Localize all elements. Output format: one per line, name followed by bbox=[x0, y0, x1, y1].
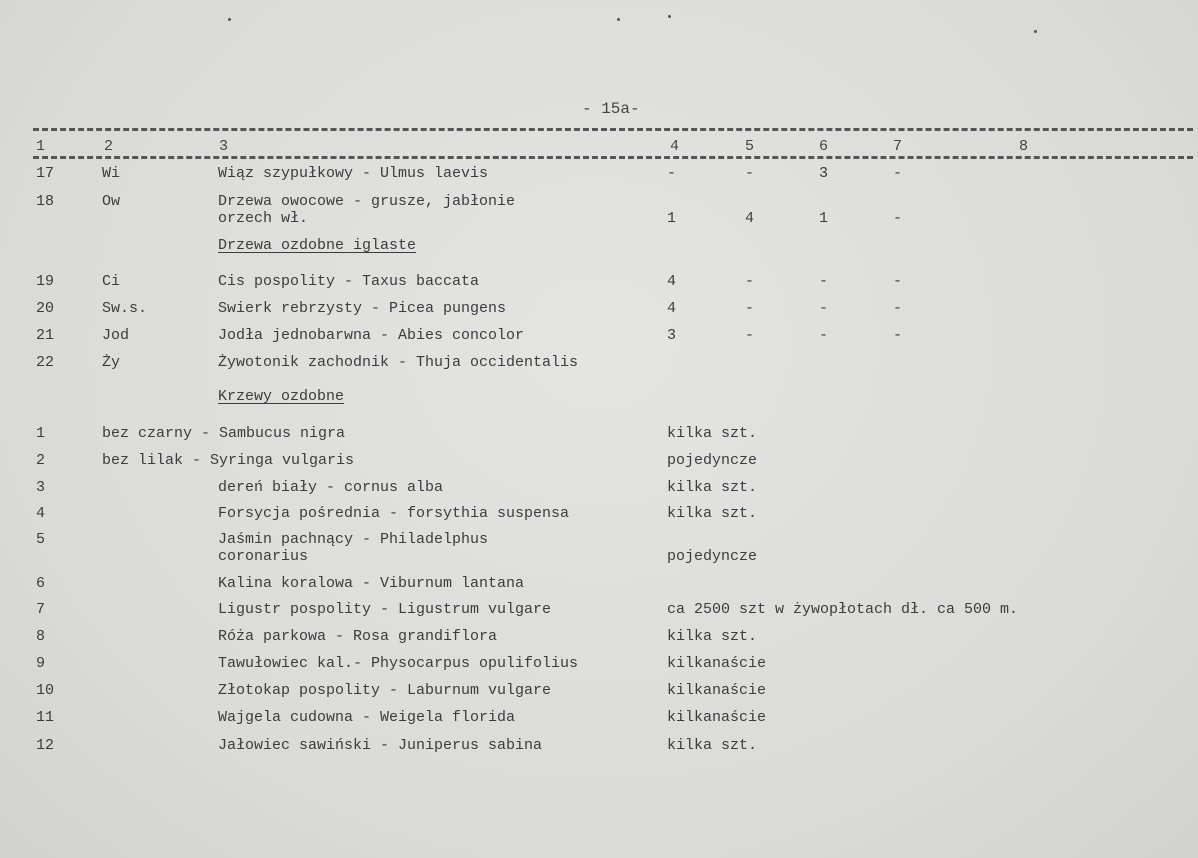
page-number: - 15a- bbox=[582, 100, 640, 118]
section-heading-conifers: Drzewa ozdobne iglaste bbox=[218, 237, 417, 254]
species-code: Sw.s. bbox=[102, 300, 148, 317]
column-number-1: 1 bbox=[36, 138, 46, 155]
table-top-rule bbox=[33, 128, 1193, 131]
row-number: 22 bbox=[36, 354, 55, 371]
column-5-value: - bbox=[745, 273, 755, 290]
row-number: 12 bbox=[36, 737, 55, 754]
column-number-6: 6 bbox=[819, 138, 829, 155]
column-5-value: 4 bbox=[745, 210, 755, 227]
column-7-value: - bbox=[893, 165, 903, 182]
row-number: 11 bbox=[36, 709, 55, 726]
row-number: 6 bbox=[36, 575, 46, 592]
paper-speck bbox=[228, 18, 231, 21]
column-6-value: - bbox=[819, 273, 829, 290]
header-rule bbox=[33, 156, 1193, 159]
column-4-value: - bbox=[667, 165, 677, 182]
column-4-value: 4 bbox=[667, 273, 677, 290]
column-7-value: - bbox=[893, 300, 903, 317]
paper-speck bbox=[668, 15, 671, 18]
paper-speck bbox=[1034, 30, 1037, 33]
species-name: Jodła jednobarwna - Abies concolor bbox=[218, 327, 525, 344]
species-name: Forsycja pośrednia - forsythia suspensa bbox=[218, 505, 570, 522]
quantity: kilka szt. bbox=[667, 737, 758, 754]
species-name: bez czarny - Sambucus nigra bbox=[102, 425, 346, 442]
quantity: kilkanaście bbox=[667, 682, 767, 699]
row-number: 7 bbox=[36, 601, 46, 618]
quantity: kilka szt. bbox=[667, 628, 758, 645]
row-number: 19 bbox=[36, 273, 55, 290]
species-name: Złotokap pospolity - Laburnum vulgare bbox=[218, 682, 552, 699]
species-code: Jod bbox=[102, 327, 130, 344]
species-name: Cis pospolity - Taxus baccata bbox=[218, 273, 480, 290]
column-7-value: - bbox=[893, 210, 903, 227]
species-name: Drzewa owocowe - grusze, jabłonie orzech wł. bbox=[218, 193, 516, 227]
species-name: Jałowiec sawiński - Juniperus sabina bbox=[218, 737, 543, 754]
species-name: Ligustr pospolity - Ligustrum vulgare bbox=[218, 601, 552, 618]
column-6-value: 1 bbox=[819, 210, 829, 227]
quantity: kilka szt. bbox=[667, 505, 758, 522]
quantity: kilka szt. bbox=[667, 425, 758, 442]
row-number: 8 bbox=[36, 628, 46, 645]
column-5-value: - bbox=[745, 165, 755, 182]
column-number-7: 7 bbox=[893, 138, 903, 155]
row-number: 10 bbox=[36, 682, 55, 699]
column-number-5: 5 bbox=[745, 138, 755, 155]
column-6-value: - bbox=[819, 327, 829, 344]
paper-speck bbox=[617, 18, 620, 21]
species-code: Wi bbox=[102, 165, 121, 182]
row-number: 21 bbox=[36, 327, 55, 344]
row-number: 18 bbox=[36, 193, 55, 210]
column-number-8: 8 bbox=[1019, 138, 1029, 155]
column-7-value: - bbox=[893, 327, 903, 344]
row-number: 3 bbox=[36, 479, 46, 496]
species-name: Kalina koralowa - Viburnum lantana bbox=[218, 575, 525, 592]
column-number-4: 4 bbox=[670, 138, 680, 155]
row-number: 20 bbox=[36, 300, 55, 317]
row-number: 17 bbox=[36, 165, 55, 182]
species-name: Tawułowiec kal.- Physocarpus opulifolius bbox=[218, 655, 579, 672]
quantity: pojedyncze bbox=[667, 452, 758, 469]
row-number: 1 bbox=[36, 425, 46, 442]
species-code: Ży bbox=[102, 354, 121, 371]
column-4-value: 4 bbox=[667, 300, 677, 317]
column-7-value: - bbox=[893, 273, 903, 290]
species-name: dereń biały - cornus alba bbox=[218, 479, 444, 496]
row-number: 4 bbox=[36, 505, 46, 522]
row-number: 2 bbox=[36, 452, 46, 469]
species-name: Wiąz szypułkowy - Ulmus laevis bbox=[218, 165, 489, 182]
column-4-value: 3 bbox=[667, 327, 677, 344]
species-code: Ow bbox=[102, 193, 121, 210]
species-code: Ci bbox=[102, 273, 121, 290]
row-number: 9 bbox=[36, 655, 46, 672]
quantity: kilkanaście bbox=[667, 655, 767, 672]
column-4-value: 1 bbox=[667, 210, 677, 227]
quantity: ca 2500 szt w żywopłotach dł. ca 500 m. bbox=[667, 601, 1019, 618]
species-name: Żywotonik zachodnik - Thuja occidentalis bbox=[218, 354, 579, 371]
quantity: pojedyncze bbox=[667, 548, 758, 565]
species-name: bez lilak - Syringa vulgaris bbox=[102, 452, 355, 469]
column-5-value: - bbox=[745, 300, 755, 317]
species-name: Jaśmin pachnący - Philadelphus coronarius bbox=[218, 531, 489, 565]
column-5-value: - bbox=[745, 327, 755, 344]
species-name: Wajgela cudowna - Weigela florida bbox=[218, 709, 516, 726]
quantity: kilkanaście bbox=[667, 709, 767, 726]
row-number: 5 bbox=[36, 531, 46, 548]
quantity: kilka szt. bbox=[667, 479, 758, 496]
column-6-value: - bbox=[819, 300, 829, 317]
column-number-2: 2 bbox=[104, 138, 114, 155]
section-heading-shrubs: Krzewy ozdobne bbox=[218, 388, 345, 405]
column-6-value: 3 bbox=[819, 165, 829, 182]
species-name: Róża parkowa - Rosa grandiflora bbox=[218, 628, 498, 645]
column-number-3: 3 bbox=[219, 138, 229, 155]
species-name: Swierk rebrzysty - Picea pungens bbox=[218, 300, 507, 317]
